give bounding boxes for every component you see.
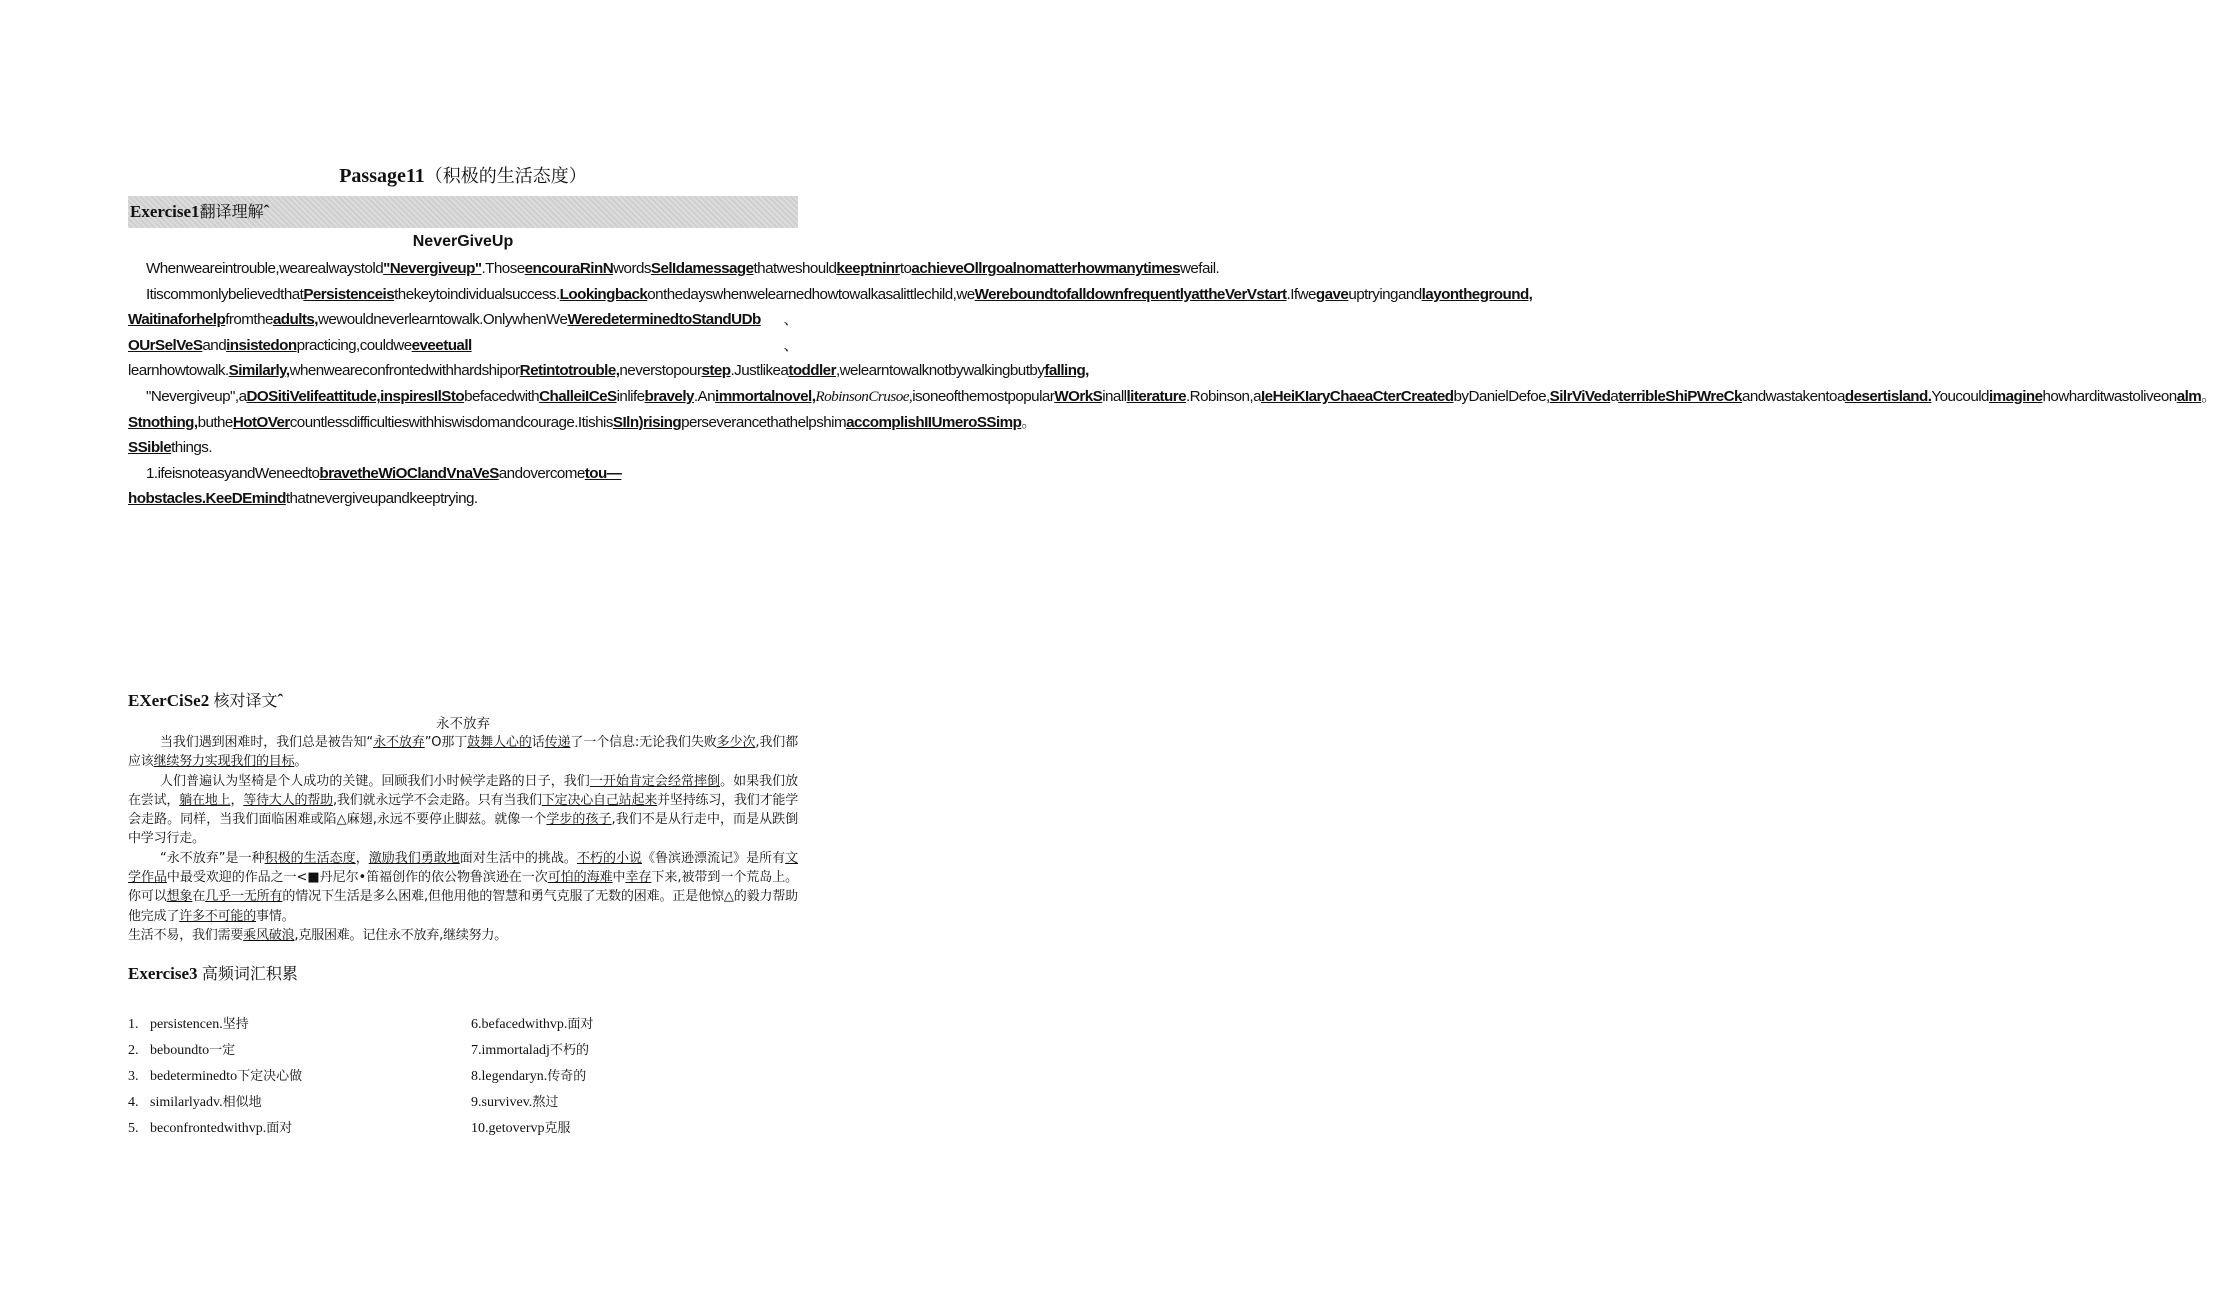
vocab-row xyxy=(128,1117,798,1143)
chinese-paragraph-2: 人们普遍认为坚椅是个人成功的关键。回顾我们小时候学走路的日子，我们一开始肯定会经常摔倒。如果我们放在尝试，躺在地上，等待大人的帮助,我们就永远学不会走路。只有当我们下定决心自己站起来并坚持练习，我们才能学会走路。同样，当我们面临困难或陷△麻翅,永远不要停止脚兹。就像一个学步的孩子,我们不是从行走中，而是从跌倒中学习行走。 xyxy=(128,773,798,847)
chinese-paragraph-3: “永不放弃”是一种积极的生活态度，激励我们勇敢地面对生活中的挑战。不朽的小说《鲁滨逊漂流记》是所有文学作品中最受欢迎的作品之一<■丹尼尔•笛福创作的依公物鲁滨逊在一次可怕的海难中幸存下来,被带到一个荒岛上。你可以想象在几乎一无所有的情况下生活是多么困难,但他用他的智慧和勇气克服了无数的困难。正是他惊△的毅力帮助他完成了许多不可能的事情。 xyxy=(128,850,798,924)
vocab-row xyxy=(128,1039,798,1065)
translation-title: 永不放弃 xyxy=(436,716,490,732)
vocab-row xyxy=(128,1013,798,1039)
exercise3-header xyxy=(128,961,298,984)
english-passage xyxy=(128,256,2216,512)
passage-title-cn: （积极的生活态度） xyxy=(424,166,587,187)
exercise2-label: EXerCiSe2 xyxy=(128,691,210,710)
exercise1-label: Exercise1 xyxy=(130,202,200,221)
english-paragraph-2: ItiscommonlybelievedthatPersistenceisthekeytoindividualsuccess.Lookingbackonthedayswhenwelearnedhowtowalkasalittlechild,weWereboundtofalldownfrequentlyattheVerVstart.Ifwegaveuptryingandlayontheground, Waitinaforhelpfromtheadults,wewouldneverlearntowalk.OnlywhenWeWeredeterminedtoStandUDb、 OUrSelVeSandinsistedonpracticing,couldweeveetuall、 learnhowtowalk.Similarly,whenweareconfrontedwithhardshiporRetintotrouble,neverstopourstep.Justlikeatoddler,welearntowalknotbywalkingbutbyfalling, xyxy=(128,285,1533,380)
vocab-item: 1. persistencen.坚持 xyxy=(128,1017,249,1032)
vocab-item: 10.getovervp克服 xyxy=(471,1121,571,1136)
passage-title xyxy=(128,162,798,188)
exercise2-header xyxy=(128,688,283,711)
exercise1-mark: ˆ xyxy=(263,202,270,221)
vocabulary-list xyxy=(128,1013,798,1143)
vocab-item: 6.befacedwithvp.面对 xyxy=(471,1017,594,1032)
english-paragraph-1: Whenweareintrouble,wearealwaystold"Nevergiveup".ThoseencouraRinNwordsSelIdamessagethatweshouldkeeptninrtoachieveOllrgoalnomatterhowmanytimeswefail. xyxy=(146,260,1220,277)
exercise3-title: 高频词汇积累 xyxy=(201,964,298,983)
vocab-row xyxy=(128,1091,798,1117)
chinese-paragraph-1: 当我们遇到困难时，我们总是被告知“永不放弃”O那丁鼓舞人心的话传递了一个信息:无论我们失败多少次,我们都应该继续努力实现我们的目标。 xyxy=(128,735,798,770)
exercise2-title: 核对译文 xyxy=(213,691,278,710)
vocab-item: 3. bedeterminedto下定决心做 xyxy=(128,1069,303,1084)
vocab-item: 8.legendaryn.传奇的 xyxy=(471,1069,587,1084)
vocab-item: 4. similarlyadv.相似地 xyxy=(128,1095,262,1110)
vocab-item: 2. beboundto一定 xyxy=(128,1043,236,1058)
vocab-item: 7.immortaladj不朽的 xyxy=(471,1043,589,1058)
exercise1-title: 翻译理解 xyxy=(199,202,264,221)
exercise3-label: Exercise3 xyxy=(128,964,198,983)
vocab-item: 5. beconfrontedwithvp.面对 xyxy=(128,1121,293,1136)
chinese-translation xyxy=(128,733,798,945)
vocab-row xyxy=(128,1065,798,1091)
english-paragraph-4: 1.ifeisnoteasyandWeneedtobravetheWiOClandVnaVeSandovercometou—hobstacles.KeeDEmindthatnevergiveupandkeeptrying. xyxy=(128,464,622,508)
english-paragraph-3: "Nevergiveup",aDOSitiVeIifeattitude,inspiresIlStobefacedwithChalleiICeSinlifebravely.Animmortalnovel,RobinsonCrusoe,isoneofthemostpopularWOrkSinallliterature.Robinson,aIeHeiKIaryChaeaCterCreatedbyDanielDefoe,SilrViVedaterribleShiPWreCkandwastakentoadesertisland.Youcouldimaginehowharditwastoliveonalm。 Stnothing,butheHotOVercountlessdifficultieswithhiswisdomandcourage.ItishisSIln)risingperseverancethathelpshimaccomplishIIUmeroSSimp。 SSiblethings. xyxy=(128,387,2216,457)
chinese-paragraph-4: 生活不易，我们需要乘风破浪,克服困难。记住永不放弃,继续努力。 xyxy=(128,927,508,943)
story-title: NeverGiveUp xyxy=(412,233,514,250)
exercise1-header xyxy=(128,196,798,228)
passage-title-en: Passage11 xyxy=(339,165,425,187)
exercise2-mark: ˆ xyxy=(277,691,284,710)
vocab-item: 9.survivev.熬过 xyxy=(471,1095,559,1110)
